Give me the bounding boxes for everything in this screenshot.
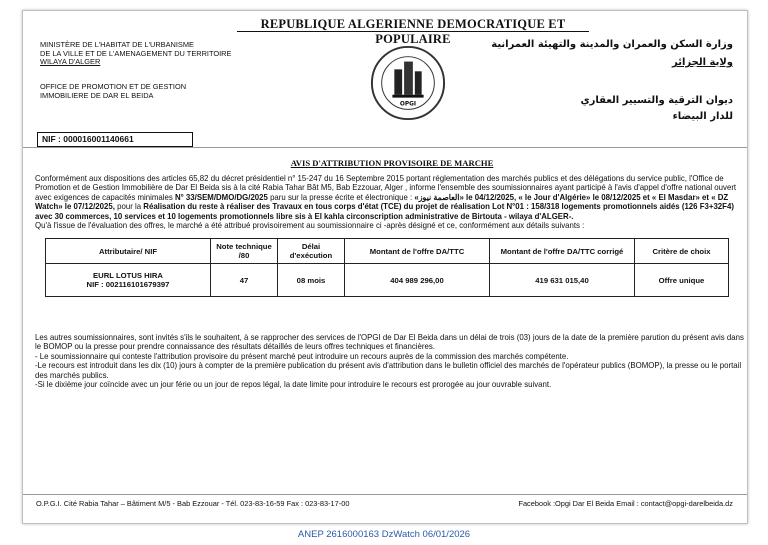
notice-title: AVIS D'ATTRIBUTION PROVISOIRE DE MARCHE: [290, 158, 494, 168]
body-paragraph-2: Qu'à l'issue de l'évaluation des offres, le marché a été attribué provisoirement au soumissionnaire ci -après désigné et ce, conformément aux détails suivants :: [35, 221, 585, 231]
office-line-1: OFFICE DE PROMOTION ET DE GESTION: [40, 82, 187, 91]
header-delai: Délai d'exécution: [278, 239, 345, 264]
anep-reference: ANEP 2616000163 DzWatch 06/01/2026: [297, 529, 471, 540]
office-line-2: IMMOBILIERE DE DAR EL BEIDA: [40, 90, 154, 100]
body-text-1c: paru sur la presse écrite et électronique :: [267, 192, 415, 202]
table-row: [46, 264, 729, 297]
body-paragraph-1: [35, 174, 740, 221]
ministry-line-1: MINISTÈRE DE L'HABITAT DE L'URBANISME: [40, 40, 194, 49]
tender-number: N° 33/SEM/DMO/DG/2025: [174, 192, 268, 202]
header-divider: [23, 147, 747, 148]
arabic-office-line-1: ديوان الترقية والتسيير العقاري: [580, 95, 733, 106]
cell-attributaire: [46, 264, 211, 297]
header-critere: Critère de choix: [635, 239, 729, 264]
footer-divider: [23, 494, 747, 495]
project-description: Réalisation du reste à réaliser des Travaux en tous corps d'état (TCE) du projet de réalisation Lot N°01 : 158/318 logements promotionnels aidés (126 F3+32F4) avec 30 commerces, 10 services et 10 logements promotionnels libre sis à El kahla circonscription administrative de Birtouta - wilaya d'ALGER-.: [35, 202, 734, 221]
ministry-line-2: DE LA VILLE ET DE L'AMENAGEMENT DU TERRITOIRE: [40, 48, 232, 58]
opgi-logo: [369, 43, 447, 123]
body-text-1e: pour la: [114, 202, 144, 212]
footer-address: O.P.G.I. Cité Rabia Tahar – Bâtiment M/5 - Bab Ezzouar - Tél. 023-83-16-59 Fax : 023-83-17-00: [36, 499, 350, 508]
company-name: EURL LOTUS HIRA: [93, 271, 163, 280]
wilaya-line: WILAYA D'ALGER: [40, 57, 101, 67]
header-montant: Montant de l'offre DA/TTC: [345, 239, 490, 264]
arabic-office: [581, 93, 734, 125]
cell-note: 47: [211, 264, 278, 297]
cell-montant-corrige: 419 631 015,40: [490, 264, 635, 297]
header-montant-corrige: Montant de l'offre DA/TTC corrigé: [490, 239, 635, 264]
header-note: Note technique /80: [211, 239, 278, 264]
cell-critere: Offre unique: [635, 264, 729, 297]
notice-page: [22, 10, 748, 524]
nif-box: NIF : 000016001140661: [37, 132, 193, 147]
closing-text: [35, 333, 745, 389]
logo-text: OPGI: [399, 101, 417, 108]
cell-delai: 08 mois: [278, 264, 345, 297]
notice-body: [35, 174, 740, 230]
table-header-row: [46, 239, 729, 264]
closing-paragraph-3: -Le recours est introduit dans les dix (10) jours à compter de la première publication du présent avis d'attribution dans le bulletin officiel des marchés de l'opérateur publics (BOMOP), la presse ou le portail des marchés publics.: [35, 361, 742, 380]
award-table: [45, 238, 729, 297]
republic-title: REPUBLIQUE ALGERIENNE DEMOCRATIQUE ET POPULAIRE: [260, 17, 566, 46]
title-underline: [237, 31, 589, 32]
arabic-wilaya: ولاية الجزائر: [672, 57, 733, 68]
publication-dates: «العاصمة نيوز» le 04/12/2025, « le Jour d'Algérie» le 08/12/2025 et « El Masdar» et « DZ Watch» le 07/12/2025,: [35, 192, 729, 212]
footer-contact: Facebook :Opgi Dar El Beida Email : contact@opgi-darelbeida.dz: [518, 499, 733, 508]
cell-montant: 404 989 296,00: [345, 264, 490, 297]
closing-paragraph-4: -Si le dixième jour coïncide avec un jour férie ou un jour de repos légal, la date limite pour introduire le recours est prorogée au jour ouvrable suivant.: [35, 380, 552, 390]
office-block: [40, 83, 186, 100]
company-nif: NIF : 002116101679397: [86, 280, 170, 289]
arabic-office-line-2: للدار البيضاء: [672, 111, 733, 122]
closing-paragraph-2: - Le soumissionnaire qui conteste l'attribution provisoire du présent marché peut introduire un recours auprès de la commission des marchés compétente.: [35, 351, 569, 361]
arabic-ministry: وزارة السكن والعمران والمدينة والتهيئة العمرانية: [491, 39, 733, 50]
header-attributaire: Attributaire/ NIF: [46, 239, 211, 264]
ministry-block: [40, 41, 231, 67]
closing-paragraph-1: Les autres soumissionnaires, sont invités s'ils le souhaitent, à se rapprocher des services de l'OPGI de Dar El Beida dans un délai de trois (03) jours de la date de la première parution du présent avis dans le BOMOP ou la presse pour prendre connaissance des résultats détaillés de leurs offres techniques et financières.: [35, 333, 744, 352]
body-text-1a: Conformément aux dispositions des articles 65,82 du décret présidentiel n° 15-247 du 16 Septembre 2015 portant réglementation des marchés publics et des délégations du service public, l'Office de Promotion et de Gestion Immobilière de Dar El Beida sis à la cité Rabia Tahar Bât M5, Bab Ezzouar, Alger , informe l'ensemble des soumissionnaires ayant participé à l'avis d'appel d'offre national ouvert avec exigences de capacités minimales: [35, 174, 737, 202]
